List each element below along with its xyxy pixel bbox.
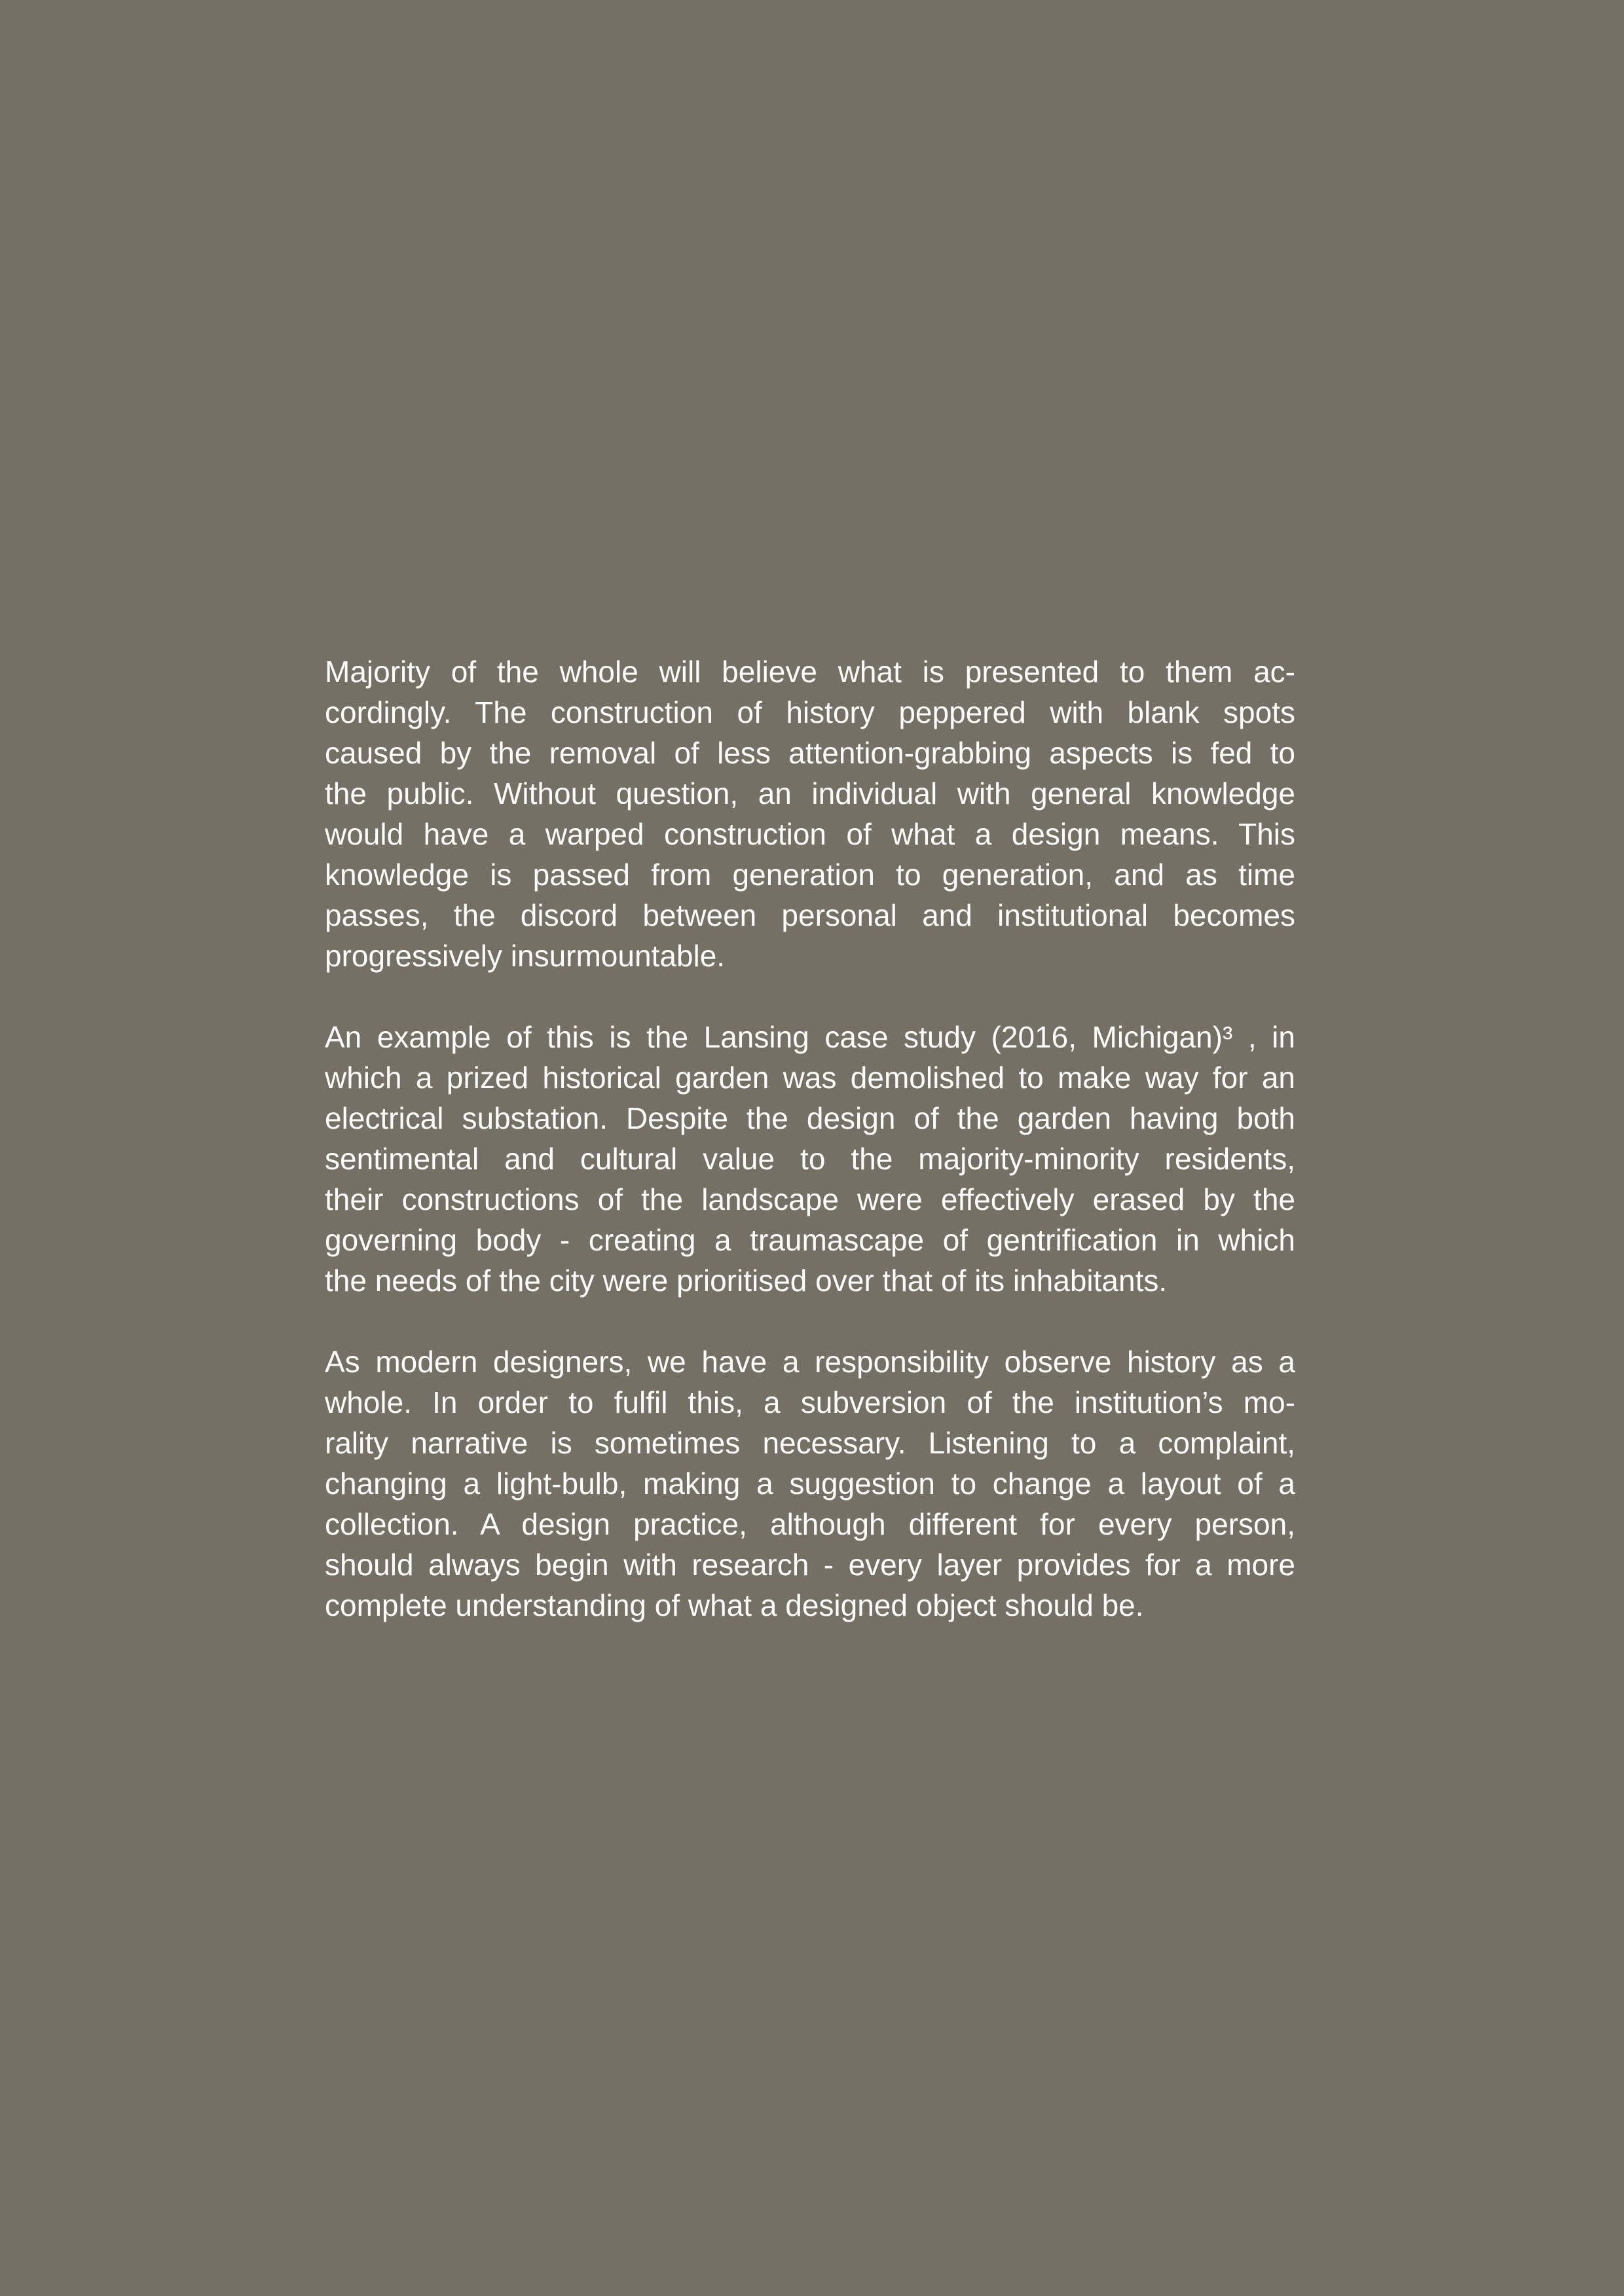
text-line: changing a light-bulb, making a suggestion to change a layout of a	[325, 1467, 1295, 1501]
text-line: should always begin with research - every layer provides for a more	[325, 1548, 1295, 1582]
text-line: whole. In order to fulfil this, a subversion of the institution’s mo-	[325, 1385, 1295, 1419]
text-line: collection. A design practice, although different for every person,	[325, 1507, 1295, 1541]
body-text	[325, 651, 1295, 1626]
text-line: caused by the removal of less attention-grabbing aspects is fed to	[325, 736, 1295, 770]
text-line: As modern designers, we have a responsibility observe history as a	[325, 1345, 1295, 1379]
text-line: rality narrative is sometimes necessary. Listening to a complaint,	[325, 1426, 1295, 1460]
text-line: governing body - creating a traumascape of gentrification in which	[325, 1223, 1295, 1257]
text-line: their constructions of the landscape were effectively erased by the	[325, 1182, 1295, 1216]
text-line: Majority of the whole will believe what is presented to them ac-	[325, 655, 1295, 689]
text-line: would have a warped construction of what a design means. This	[325, 817, 1295, 851]
text-line: passes, the discord between personal and institutional becomes	[325, 898, 1295, 932]
text-line: cordingly. The construction of history peppered with blank spots	[325, 695, 1295, 729]
text-line: electrical substation. Despite the design of the garden having both	[325, 1101, 1295, 1135]
text-line: complete understanding of what a designed object should be.	[325, 1588, 1144, 1622]
paragraph	[325, 1341, 1295, 1626]
text-line: the needs of the city were prioritised over that of its inhabitants.	[325, 1264, 1168, 1298]
text-line: progressively insurmountable.	[325, 939, 726, 973]
text-line: sentimental and cultural value to the majority-minority residents,	[325, 1142, 1295, 1176]
text-line: An example of this is the Lansing case study (2016, Michigan)³ , in	[325, 1020, 1295, 1054]
paragraph	[325, 1017, 1295, 1301]
text-line: knowledge is passed from generation to generation, and as time	[325, 858, 1295, 892]
text-line: the public. Without question, an individual with general knowledge	[325, 776, 1295, 811]
paragraph	[325, 651, 1295, 976]
text-line: which a prized historical garden was demolished to make way for an	[325, 1061, 1295, 1095]
